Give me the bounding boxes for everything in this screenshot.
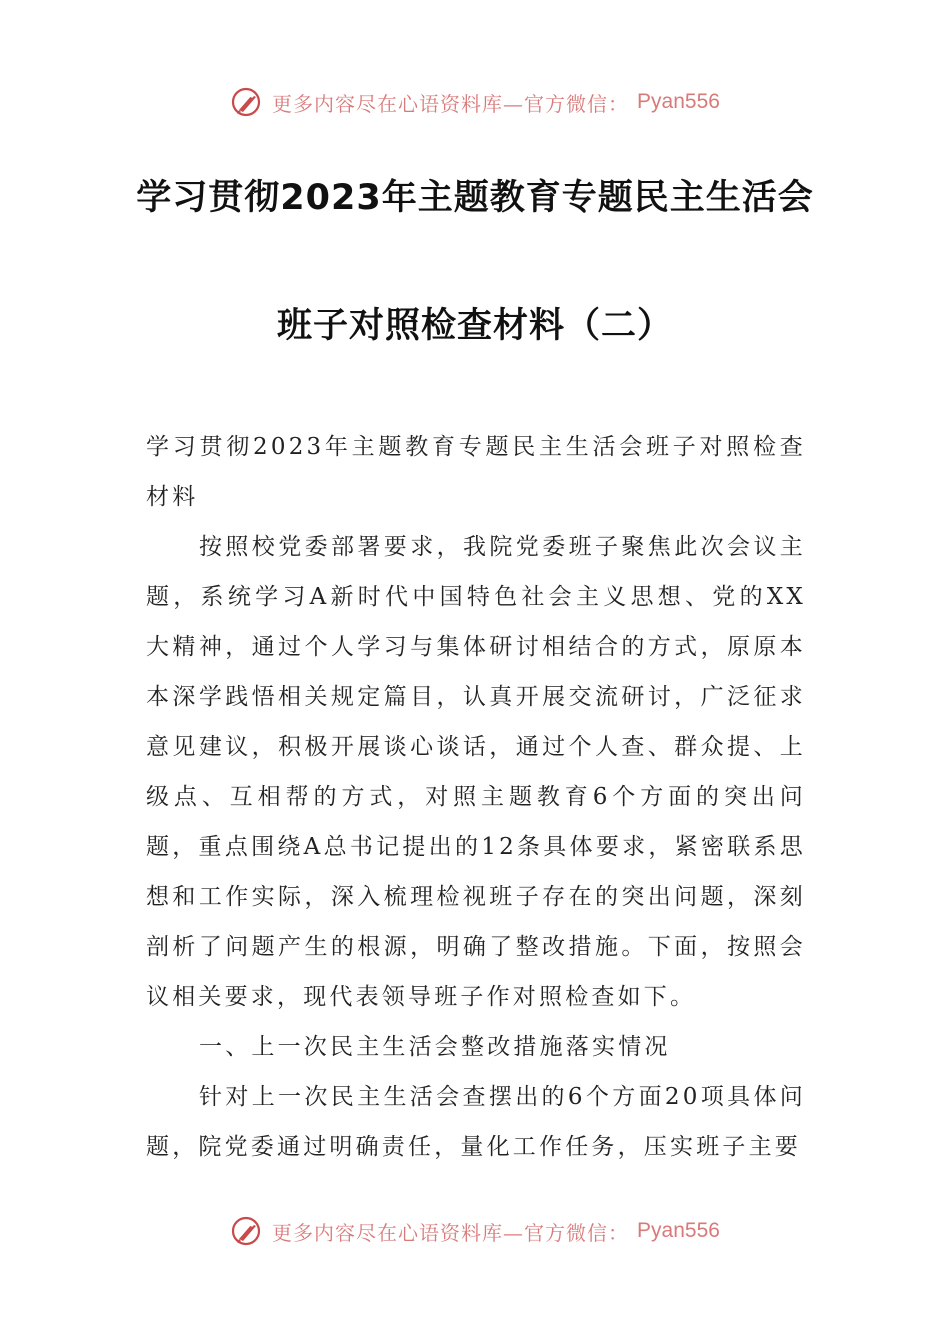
header-watermark [0,82,950,122]
pen-nib-logo-icon [230,1214,264,1248]
pen-nib-logo-icon [230,85,264,119]
document-title-line-1: 学习贯彻2023年主题教育专题民主生活会 [136,178,814,218]
watermark-text: 更多内容尽在心语资料库—官方微信： [272,1220,630,1245]
document-title-line-2: 班子对照检查材料（二） [276,306,673,346]
body-paragraph-subtitle: 学习贯彻2023年主题教育专题民主生活会班子对照检查材料 [146,434,806,510]
watermark-text: 更多内容尽在心语资料库—官方微信： [272,91,630,116]
body-paragraph-intro: 按照校党委部署要求，我院党委班子聚焦此次会议主题，系统学习A新时代中国特色社会主义思想、党的XX大精神，通过个人学习与集体研讨相结合的方式，原原本本深学践悟相关规定篇目，认真开展交流研讨，广泛征求意见建议，积极开展谈心谈话，通过个人查、群众提、上级点、互相帮的方式，对照主题教育6个方面的突出问题，重点围绕A总书记提出的12条具体要求，紧密联系思想和工作实际，深入梳理检视班子存在的突出问题，深刻剖析了问题产生的根源，明确了整改措施。下面，按照会议相关要求，现代表领导班子作对照检查如下。 [146,534,806,1010]
document-body [146,422,806,1172]
watermark-wechat-id: Pyan556 [637,1219,720,1242]
watermark-wechat-id: Pyan556 [637,90,720,113]
body-paragraph-section-1: 针对上一次民主生活会查摆出的6个方面20项具体问题，院党委通过明确责任，量化工作任务，压实班子主要 [146,1084,806,1160]
section-heading-1: 一、上一次民主生活会整改措施落实情况 [199,1034,671,1060]
footer-watermark [0,1211,950,1251]
